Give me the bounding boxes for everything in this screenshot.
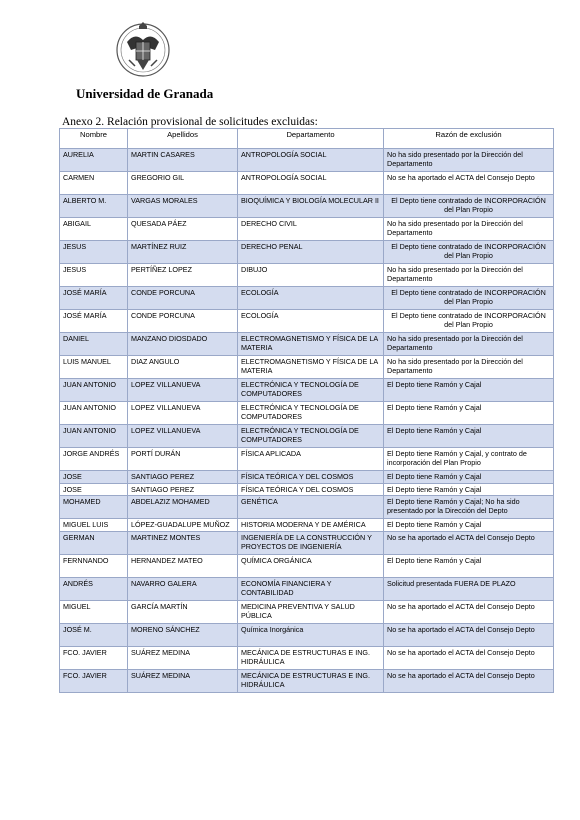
table-body [60,149,554,693]
annex-title: Anexo 2. Relación provisional de solicitudes excluidas: [62,116,318,128]
cell-nombre: JOSÉ MARÍA [60,310,128,333]
cell-nombre: ABIGAIL [60,218,128,241]
cell-departamento: Química Inorgánica [238,623,384,646]
cell-apellidos: PERTÍÑEZ LOPEZ [128,264,238,287]
cell-departamento: ELECTRÓNICA Y TECNOLOGÍA DE COMPUTADORES [238,379,384,402]
cell-razon: El Depto tiene Ramón y Cajal [384,483,554,496]
cell-apellidos: DIAZ ANGULO [128,356,238,379]
cell-razon: No ha sido presentado por la Dirección del Departamento [384,333,554,356]
table-row [60,483,554,496]
cell-razon: El Depto tiene Ramón y Cajal [384,554,554,577]
table-row [60,402,554,425]
cell-nombre: JOSÉ M. [60,623,128,646]
cell-nombre: DANIEL [60,333,128,356]
table-header-row [60,129,554,149]
cell-departamento: ECOLOGÍA [238,310,384,333]
cell-razon: No ha sido presentado por la Dirección del Departamento [384,149,554,172]
cell-razon: El Depto tiene contratado de INCORPORACIÓN del Plan Propio [384,310,554,333]
column-header-nombre: Nombre [60,129,128,149]
cell-apellidos: ABDELAZIZ MOHAMED [128,496,238,519]
table-row [60,333,554,356]
cell-razon: No se ha aportado el ACTA del Consejo Depto [384,646,554,669]
table-row [60,554,554,577]
cell-razon: No ha sido presentado por la Dirección del Departamento [384,356,554,379]
table-row [60,356,554,379]
table-row [60,519,554,532]
table-row [60,379,554,402]
cell-departamento: INGENIERÍA DE LA CONSTRUCCIÓN Y PROYECTOS DE INGENIERÍA [238,531,384,554]
cell-departamento: FÍSICA TEÓRICA Y DEL COSMOS [238,483,384,496]
cell-razon: El Depto tiene contratado de INCORPORACIÓN del Plan Propio [384,287,554,310]
cell-razon: No se ha aportado el ACTA del Consejo Depto [384,600,554,623]
cell-apellidos: MANZANO DIOSDADO [128,333,238,356]
table-row [60,448,554,471]
cell-departamento: GENÉTICA [238,496,384,519]
cell-apellidos: LOPEZ VILLANUEVA [128,402,238,425]
cell-apellidos: NAVARRO GALERA [128,577,238,600]
cell-apellidos: MARTIN CASARES [128,149,238,172]
cell-razon: No ha sido presentado por la Dirección del Departamento [384,264,554,287]
cell-nombre: MOHAMED [60,496,128,519]
table-row [60,218,554,241]
cell-nombre: JOSÉ MARÍA [60,287,128,310]
university-name: Universidad de Granada [76,86,214,101]
cell-nombre: MIGUEL [60,600,128,623]
cell-apellidos: SUÁREZ MEDINA [128,669,238,692]
column-header-apellidos: Apellidos [128,129,238,149]
cell-razon: El Depto tiene Ramón y Cajal [384,519,554,532]
cell-nombre: JOSE [60,471,128,484]
table-row [60,669,554,692]
cell-razon: No se ha aportado el ACTA del Consejo Depto [384,172,554,195]
cell-apellidos: LOPEZ VILLANUEVA [128,379,238,402]
column-header-razon: Razón de exclusión [384,129,554,149]
cell-razon: No se ha aportado el ACTA del Consejo Depto [384,623,554,646]
cell-departamento: DERECHO PENAL [238,241,384,264]
cell-razon: No se ha aportado el ACTA del Consejo Depto [384,669,554,692]
cell-departamento: ECONOMÍA FINANCIERA Y CONTABILIDAD [238,577,384,600]
table-row [60,287,554,310]
cell-nombre: JESUS [60,241,128,264]
cell-razon: El Depto tiene contratado de INCORPORACIÓN del Plan Propio [384,195,554,218]
cell-departamento: ELECTROMAGNETISMO Y FÍSICA DE LA MATERIA [238,333,384,356]
cell-nombre: FCO. JAVIER [60,646,128,669]
table-row [60,264,554,287]
table-row [60,600,554,623]
cell-departamento: MEDICINA PREVENTIVA Y SALUD PÚBLICA [238,600,384,623]
cell-razon: No ha sido presentado por la Dirección del Departamento [384,218,554,241]
cell-nombre: GERMAN [60,531,128,554]
cell-razon: No se ha aportado el ACTA del Consejo Depto [384,531,554,554]
cell-nombre: JUAN ANTONIO [60,402,128,425]
cell-nombre: JOSE [60,483,128,496]
cell-apellidos: SUÁREZ MEDINA [128,646,238,669]
table-row [60,646,554,669]
cell-apellidos: GARCÍA MARTÍN [128,600,238,623]
cell-razon: El Depto tiene Ramón y Cajal; No ha sido presentado por la Dirección del Depto [384,496,554,519]
cell-razon: El Depto tiene Ramón y Cajal, y contrato de incorporación del Plan Propio [384,448,554,471]
table-row [60,623,554,646]
cell-departamento: QUÍMICA ORGÁNICA [238,554,384,577]
cell-departamento: BIOQUÍMICA Y BIOLOGÍA MOLECULAR II [238,195,384,218]
cell-departamento: MECÁNICA DE ESTRUCTURAS E ING. HIDRÁULICA [238,669,384,692]
cell-departamento: MECÁNICA DE ESTRUCTURAS E ING. HIDRÁULICA [238,646,384,669]
cell-nombre: FERNNANDO [60,554,128,577]
cell-departamento: ANTROPOLOGÍA SOCIAL [238,172,384,195]
cell-nombre: ANDRÉS [60,577,128,600]
cell-nombre: JUAN ANTONIO [60,425,128,448]
cell-apellidos: CONDE PORCUNA [128,310,238,333]
university-crest-logo [115,20,171,84]
cell-nombre: JORGE ANDRÉS [60,448,128,471]
cell-departamento: DERECHO CIVIL [238,218,384,241]
cell-apellidos: QUESADA PÁEZ [128,218,238,241]
column-header-departamento: Departamento [238,129,384,149]
cell-departamento: ELECTROMAGNETISMO Y FÍSICA DE LA MATERIA [238,356,384,379]
cell-apellidos: LOPEZ VILLANUEVA [128,425,238,448]
cell-departamento: HISTORIA MODERNA Y DE AMÉRICA [238,519,384,532]
cell-departamento: ANTROPOLOGÍA SOCIAL [238,149,384,172]
cell-apellidos: CONDE PORCUNA [128,287,238,310]
cell-apellidos: HERNANDEZ MATEO [128,554,238,577]
cell-nombre: JUAN ANTONIO [60,379,128,402]
cell-apellidos: LÓPEZ-GUADALUPE MUÑOZ [128,519,238,532]
cell-departamento: ECOLOGÍA [238,287,384,310]
cell-apellidos: MARTÍNEZ RUIZ [128,241,238,264]
table-row [60,241,554,264]
cell-apellidos: MORENO SÁNCHEZ [128,623,238,646]
table-row [60,531,554,554]
cell-departamento: ELECTRÓNICA Y TECNOLOGÍA DE COMPUTADORES [238,402,384,425]
cell-razon: El Depto tiene Ramón y Cajal [384,471,554,484]
cell-nombre: MIGUEL LUIS [60,519,128,532]
cell-nombre: AURELIA [60,149,128,172]
table-row [60,471,554,484]
cell-apellidos: SANTIAGO PEREZ [128,471,238,484]
cell-nombre: JESUS [60,264,128,287]
cell-razon: El Depto tiene Ramón y Cajal [384,402,554,425]
cell-razon: El Depto tiene contratado de INCORPORACIÓN del Plan Propio [384,241,554,264]
cell-nombre: LUIS MANUEL [60,356,128,379]
cell-nombre: CARMEN [60,172,128,195]
excluded-applications-table [59,128,554,693]
table-row [60,172,554,195]
cell-razon: El Depto tiene Ramón y Cajal [384,379,554,402]
table-row [60,149,554,172]
cell-nombre: ALBERTO M. [60,195,128,218]
cell-apellidos: GREGORIO GIL [128,172,238,195]
table-row [60,496,554,519]
cell-razon: El Depto tiene Ramón y Cajal [384,425,554,448]
cell-departamento: ELECTRÓNICA Y TECNOLOGÍA DE COMPUTADORES [238,425,384,448]
cell-nombre: FCO. JAVIER [60,669,128,692]
table-row [60,425,554,448]
cell-departamento: DIBUJO [238,264,384,287]
cell-apellidos: VARGAS MORALES [128,195,238,218]
cell-departamento: FÍSICA APLICADA [238,448,384,471]
cell-razon: Solicitud presentada FUERA DE PLAZO [384,577,554,600]
cell-apellidos: SANTIAGO PEREZ [128,483,238,496]
cell-apellidos: MARTINEZ MONTES [128,531,238,554]
table-row [60,577,554,600]
cell-departamento: FÍSICA TEÓRICA Y DEL COSMOS [238,471,384,484]
table-row [60,310,554,333]
cell-apellidos: PORTÍ DURÁN [128,448,238,471]
table-row [60,195,554,218]
